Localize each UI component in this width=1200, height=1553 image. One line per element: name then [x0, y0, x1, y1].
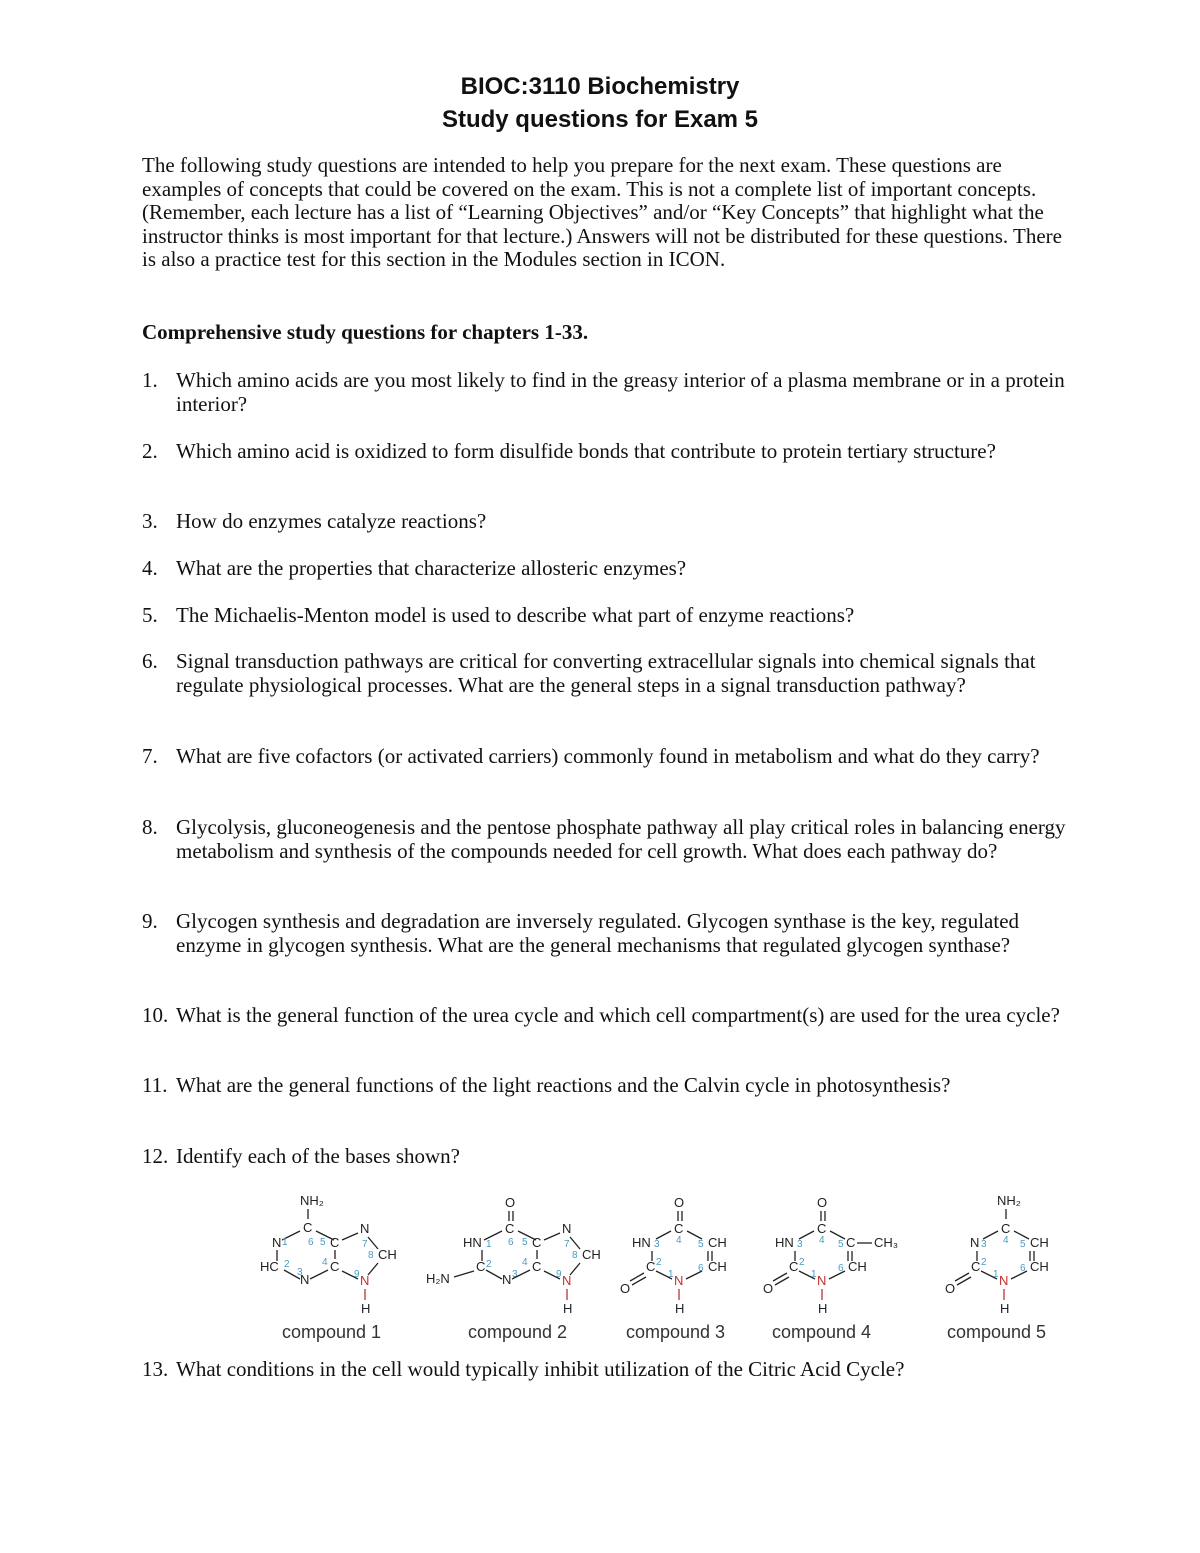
question-1	[142, 369, 1072, 416]
svg-text:6: 6	[308, 1237, 314, 1248]
svg-text:C: C	[505, 1221, 515, 1236]
svg-text:H: H	[361, 1301, 371, 1316]
compound-2-structure	[426, 1195, 601, 1316]
question-text: What conditions in the cell would typically inhibit utilization of the Citric Acid Cycle?	[176, 1357, 905, 1381]
svg-text:N: N	[562, 1273, 572, 1288]
question-text: What are the properties that characterize allosteric enzymes?	[176, 556, 687, 580]
svg-text:9: 9	[556, 1269, 562, 1280]
svg-text:1: 1	[668, 1269, 674, 1280]
compound-1-caption: compound 1	[282, 1322, 382, 1342]
document-subtitle: Study questions for Exam 5	[441, 106, 759, 133]
compound-1-structure	[260, 1193, 397, 1316]
svg-text:C: C	[1001, 1221, 1011, 1236]
question-11	[142, 1074, 1072, 1098]
svg-text:C: C	[476, 1259, 486, 1274]
svg-text:NH₂: NH₂	[997, 1193, 1021, 1208]
question-12	[142, 1145, 1072, 1169]
compound-5-caption: compound 5	[947, 1322, 1047, 1342]
svg-text:CH: CH	[1030, 1259, 1049, 1274]
svg-text:6: 6	[508, 1237, 514, 1248]
intro-paragraph: The following study questions are intended to help you prepare for the next exam. These questions are examples of concepts that could be covered on the exam. This is not a complete list of important concepts. (Remember, each lecture has a list of “Learning Objectives” and/or “Key Concepts” that highlight what the instructor thinks is most important for that lecture.) Answers will not be distributed for these questions. There is also a practice test for this section in the Modules section in ICON.	[142, 153, 1062, 271]
svg-text:8: 8	[572, 1250, 578, 1261]
svg-text:2: 2	[799, 1257, 805, 1268]
svg-text:HN: HN	[775, 1235, 794, 1250]
svg-text:NH₂: NH₂	[300, 1193, 324, 1208]
question-text: What is the general function of the urea cycle and which cell compartment(s) are used for the urea cycle?	[176, 1003, 1060, 1027]
svg-text:CH: CH	[378, 1247, 397, 1262]
svg-text:1: 1	[282, 1237, 288, 1248]
question-13	[142, 1358, 1072, 1382]
svg-text:HC: HC	[260, 1259, 279, 1274]
svg-text:CH₃: CH₃	[874, 1235, 899, 1250]
compound-2-caption: compound 2	[468, 1322, 568, 1342]
question-3	[142, 510, 1072, 534]
question-5	[142, 604, 1072, 628]
svg-text:5: 5	[320, 1237, 326, 1248]
svg-text:HN: HN	[463, 1235, 482, 1250]
svg-text:6: 6	[838, 1263, 844, 1274]
question-7	[142, 745, 1072, 769]
question-number: 12.	[142, 1144, 169, 1168]
question-2	[142, 440, 1072, 464]
svg-text:1: 1	[811, 1269, 817, 1280]
question-8	[142, 816, 1072, 863]
question-number: 13.	[142, 1357, 169, 1381]
svg-text:1: 1	[993, 1269, 999, 1280]
svg-text:6: 6	[1020, 1263, 1026, 1274]
compound-4-caption: compound 4	[772, 1322, 872, 1342]
compound-3-structure	[620, 1195, 727, 1316]
svg-text:3: 3	[512, 1269, 518, 1280]
svg-text:3: 3	[654, 1239, 660, 1250]
svg-text:7: 7	[564, 1239, 570, 1250]
question-text: Signal transduction pathways are critical for converting extracellular signals into chemical signals that regulate physiological processes. What are the general steps in a signal transduction pathway?	[176, 649, 1036, 697]
question-10	[142, 1004, 1072, 1028]
svg-text:4: 4	[1003, 1235, 1009, 1246]
svg-text:O: O	[674, 1195, 685, 1210]
question-number: 11.	[142, 1073, 168, 1097]
question-text: Identify each of the bases shown?	[176, 1144, 460, 1168]
svg-text:2: 2	[486, 1259, 492, 1270]
svg-text:C: C	[330, 1259, 340, 1274]
question-number: 3.	[142, 509, 158, 533]
course-title: BIOC:3110 Biochemistry	[460, 73, 740, 100]
svg-text:5: 5	[522, 1237, 528, 1248]
svg-text:C: C	[646, 1259, 656, 1274]
svg-text:N: N	[674, 1273, 684, 1288]
question-text: Which amino acids are you most likely to find in the greasy interior of a plasma membrane or in a protein interior?	[176, 368, 1065, 416]
svg-text:O: O	[763, 1281, 774, 1296]
svg-text:O: O	[817, 1195, 828, 1210]
svg-text:H: H	[675, 1301, 685, 1316]
svg-text:6: 6	[698, 1263, 704, 1274]
question-text: What are five cofactors (or activated carriers) commonly found in metabolism and what do they carry?	[176, 744, 1040, 768]
svg-text:CH: CH	[582, 1247, 601, 1262]
question-9	[142, 910, 1072, 957]
svg-text:3: 3	[981, 1239, 987, 1250]
section-heading: Comprehensive study questions for chapters 1-33.	[142, 320, 589, 344]
question-text: Which amino acid is oxidized to form disulfide bonds that contribute to protein tertiary structure?	[176, 439, 996, 463]
svg-text:4: 4	[322, 1257, 328, 1268]
compound-4-structure	[763, 1195, 898, 1316]
question-4	[142, 557, 1072, 581]
question-text: What are the general functions of the light reactions and the Calvin cycle in photosynthesis?	[176, 1073, 951, 1097]
svg-text:C: C	[789, 1259, 799, 1274]
svg-text:H: H	[1000, 1301, 1010, 1316]
svg-text:H: H	[563, 1301, 573, 1316]
question-number: 5.	[142, 603, 158, 627]
svg-text:7: 7	[362, 1239, 368, 1250]
svg-text:N: N	[502, 1272, 512, 1287]
svg-text:H₂N: H₂N	[426, 1271, 450, 1286]
svg-text:CH: CH	[708, 1259, 727, 1274]
compound-5-structure	[945, 1193, 1049, 1316]
svg-text:N: N	[817, 1273, 827, 1288]
svg-text:N: N	[970, 1235, 980, 1250]
question-number: 1.	[142, 368, 158, 392]
svg-text:4: 4	[676, 1235, 682, 1246]
question-text: Glycolysis, gluconeogenesis and the pentose phosphate pathway all play critical roles in balancing energy metabolism and synthesis of the compounds needed for cell growth. What does each pathway do?	[176, 815, 1066, 863]
base-structures-figure	[250, 1185, 1070, 1355]
svg-text:C: C	[303, 1220, 313, 1235]
question-number: 2.	[142, 439, 158, 463]
question-number: 4.	[142, 556, 158, 580]
svg-text:N: N	[300, 1272, 310, 1287]
svg-text:N: N	[272, 1235, 282, 1250]
svg-text:C: C	[532, 1259, 542, 1274]
question-number: 9.	[142, 909, 158, 933]
svg-text:3: 3	[797, 1239, 803, 1250]
question-text: How do enzymes catalyze reactions?	[176, 509, 487, 533]
question-text: Glycogen synthesis and degradation are inversely regulated. Glycogen synthase is the key, regulated enzyme in glycogen synthesis. What are the general mechanisms that regulated glycogen synthase?	[176, 909, 1020, 957]
svg-text:5: 5	[838, 1239, 844, 1250]
svg-text:N: N	[562, 1221, 572, 1236]
svg-text:C: C	[971, 1259, 981, 1274]
svg-text:2: 2	[981, 1257, 987, 1268]
question-text: The Michaelis-Menton model is used to describe what part of enzyme reactions?	[176, 603, 855, 627]
svg-text:CH: CH	[1030, 1235, 1049, 1250]
question-number: 6.	[142, 649, 158, 673]
svg-text:N: N	[360, 1221, 370, 1236]
svg-text:O: O	[620, 1281, 631, 1296]
question-number: 7.	[142, 744, 158, 768]
question-6	[142, 650, 1072, 697]
svg-text:HN: HN	[632, 1235, 651, 1250]
svg-text:N: N	[360, 1273, 370, 1288]
svg-text:3: 3	[297, 1267, 303, 1278]
svg-text:N: N	[999, 1273, 1009, 1288]
svg-text:5: 5	[1020, 1239, 1026, 1250]
svg-text:1: 1	[486, 1239, 492, 1250]
svg-text:5: 5	[698, 1239, 704, 1250]
svg-text:4: 4	[522, 1257, 528, 1268]
svg-text:C: C	[330, 1235, 340, 1250]
svg-text:C: C	[532, 1235, 542, 1250]
svg-text:C: C	[674, 1221, 684, 1236]
svg-text:C: C	[846, 1235, 856, 1250]
svg-text:8: 8	[368, 1250, 374, 1261]
compound-3-caption: compound 3	[626, 1322, 726, 1342]
svg-text:4: 4	[819, 1235, 825, 1246]
svg-text:2: 2	[656, 1257, 662, 1268]
svg-text:O: O	[945, 1281, 956, 1296]
question-number: 10.	[142, 1003, 169, 1027]
question-number: 8.	[142, 815, 158, 839]
svg-text:H: H	[818, 1301, 828, 1316]
svg-text:CH: CH	[848, 1259, 867, 1274]
svg-text:CH: CH	[708, 1235, 727, 1250]
svg-text:9: 9	[354, 1269, 360, 1280]
svg-text:C: C	[817, 1221, 827, 1236]
svg-text:2: 2	[284, 1259, 290, 1270]
svg-text:O: O	[505, 1195, 516, 1210]
